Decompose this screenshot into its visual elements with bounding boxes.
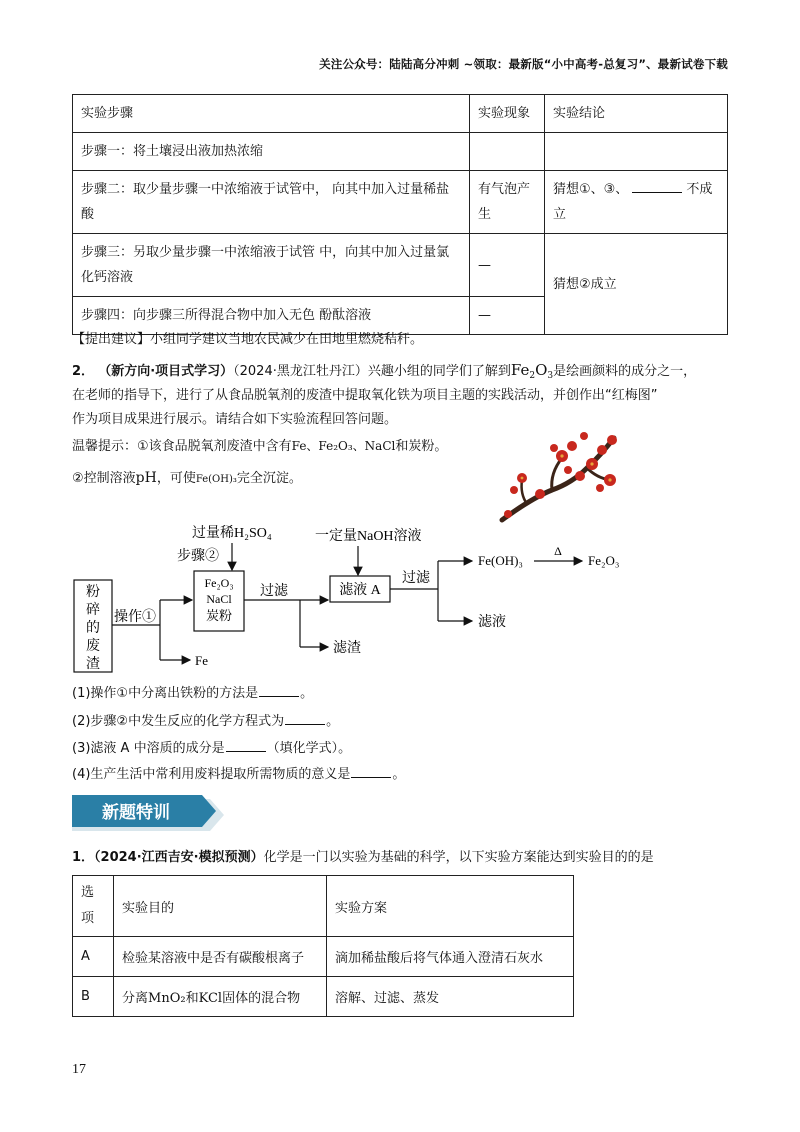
flow-label: Δ — [554, 544, 562, 558]
page-number: 17 — [72, 1062, 86, 1077]
table-header-cell: 实验现象 — [470, 95, 545, 133]
sub-question-2: (2)步骤②中发生反应的化学方程式为 。 — [72, 711, 339, 732]
question-number: 2． — [72, 364, 95, 379]
table-cell: 步骤四：向步骤三所得混合物中加入无色 酚酞溶液 — [73, 297, 470, 335]
table-cell: 溶解、过滤、蒸发 — [327, 977, 574, 1017]
question-2-line-2: 在老师的指导下，进行了从食品脱氧剂的废渣中提取氧化铁为项目主题的实践活动，并创作出“红梅图” — [72, 388, 658, 403]
question-tag: （新方向·项目式学习） — [98, 364, 234, 379]
experiment-table — [72, 94, 728, 335]
banner-title: 新题特训 — [102, 803, 170, 823]
sub-question-1: (1)操作①中分离出铁粉的方法是 。 — [72, 683, 313, 704]
question-source: （2024·黑龙江牡丹江） — [233, 364, 368, 379]
plum-blossom-image — [492, 428, 622, 526]
table-row — [73, 95, 728, 133]
new-question-1: 1．（2024·江西吉安·模拟预测）化学是一门以实验为基础的科学，以下实验方案能达到实验目的的是 — [72, 850, 654, 865]
flow-label: 滤液 A — [339, 583, 381, 598]
table-row — [73, 937, 574, 977]
flow-label: Fe(OH)₃ — [478, 553, 523, 568]
flow-label: 的 — [86, 621, 100, 636]
table-cell — [545, 133, 728, 171]
flow-label: 废 — [86, 639, 100, 654]
flow-label: NaCl — [206, 592, 232, 606]
question-2-line-3: 作为项目成果进行展示。请结合如下实验流程回答问题。 — [72, 412, 398, 427]
answer-blank[interactable] — [226, 738, 266, 752]
conclusion-text: 猜想①、③、 — [553, 182, 629, 197]
answer-blank[interactable] — [351, 764, 391, 778]
flow-label: 一定量NaOH溶液 — [315, 529, 422, 544]
table-header-cell: 实验结论 — [545, 95, 728, 133]
flow-label: 过量稀H₂SO₄ — [192, 526, 272, 541]
table-row — [73, 977, 574, 1017]
tip-2: ②控制溶液pH，可使Fe(OH)₃完全沉淀。 — [72, 470, 302, 486]
page-header: 关注公众号：陆陆高分冲刺 ~领取：最新版“小中高考-总复习”、最新试卷下载 — [319, 57, 728, 71]
table-header-cell: 实验步骤 — [73, 95, 470, 133]
flow-label: 过滤 — [402, 571, 430, 586]
table-cell: B — [73, 977, 114, 1017]
flow-label: Fe — [195, 653, 208, 668]
section-banner — [72, 795, 229, 833]
table-cell: 检验某溶液中是否有碳酸根离子 — [114, 937, 327, 977]
table-header-cell: 实验方案 — [327, 876, 574, 937]
flow-label: 操作① — [114, 610, 156, 625]
table-cell: 猜想②成立 — [545, 234, 728, 335]
flow-label: 炭粉 — [205, 608, 233, 623]
flow-label: 步骤② — [177, 549, 219, 564]
table-header-cell: 选项 — [73, 876, 114, 937]
table-cell: A — [73, 937, 114, 977]
sub-question-4: (4)生产生活中常利用废料提取所需物质的意义是 。 — [72, 764, 405, 785]
table-row — [73, 234, 728, 297]
table-cell: 分离MnO₂和KCl固体的混合物 — [114, 977, 327, 1017]
options-table — [72, 875, 574, 1017]
answer-blank[interactable] — [632, 178, 682, 193]
flow-label: 碎 — [86, 603, 100, 618]
flow-label: 过滤 — [260, 584, 288, 599]
question-text: 是绘画颜料的成分之一， — [553, 364, 697, 379]
table-cell — [470, 133, 545, 171]
flow-label: Fe₂O₃ — [588, 553, 620, 568]
table-cell: 步骤一：将土壤浸出液加热浓缩 — [73, 133, 470, 171]
answer-blank[interactable] — [259, 683, 299, 697]
table-cell — [545, 171, 728, 234]
table-row — [73, 133, 728, 171]
flow-chart — [60, 515, 680, 680]
flow-label: 渣 — [86, 657, 100, 672]
table-cell: 滴加稀盐酸后将气体通入澄清石灰水 — [327, 937, 574, 977]
flow-label: 滤液 — [478, 615, 506, 630]
table-cell: 步骤二：取少量步骤一中浓缩液于试管中， 向其中加入过量稀盐酸 — [73, 171, 470, 234]
table-cell: — — [470, 234, 545, 297]
table-header-cell: 实验目的 — [114, 876, 327, 937]
flow-label: 粉 — [86, 585, 100, 600]
answer-blank[interactable] — [285, 711, 325, 725]
suggestion-text: 【提出建议】小组同学建议当地农民减少在田地里燃烧秸秆。 — [72, 332, 424, 347]
table-row — [73, 171, 728, 234]
flow-label: Fe₂O₃ — [204, 576, 234, 590]
question-2-line-1 — [72, 360, 696, 386]
flow-label: 滤渣 — [333, 641, 361, 656]
table-cell: 有气泡产生 — [470, 171, 545, 234]
table-cell: 步骤三：另取少量步骤一中浓缩液于试管 中，向其中加入过量氯化钙溶液 — [73, 234, 470, 297]
table-row — [73, 876, 574, 937]
table-cell: — — [470, 297, 545, 335]
formula: $Fe_2O_3$ — [510, 361, 554, 381]
question-text: 兴趣小组的同学们了解到 — [367, 364, 511, 379]
tip-1: 温馨提示：①该食品脱氧剂废渣中含有Fe、Fe₂O₃、NaCl和炭粉。 — [72, 439, 448, 454]
sub-question-3: (3)滤液 A 中溶质的成分是 （填化学式）。 — [72, 738, 351, 759]
conclusion-text: 不成立 — [553, 182, 713, 222]
